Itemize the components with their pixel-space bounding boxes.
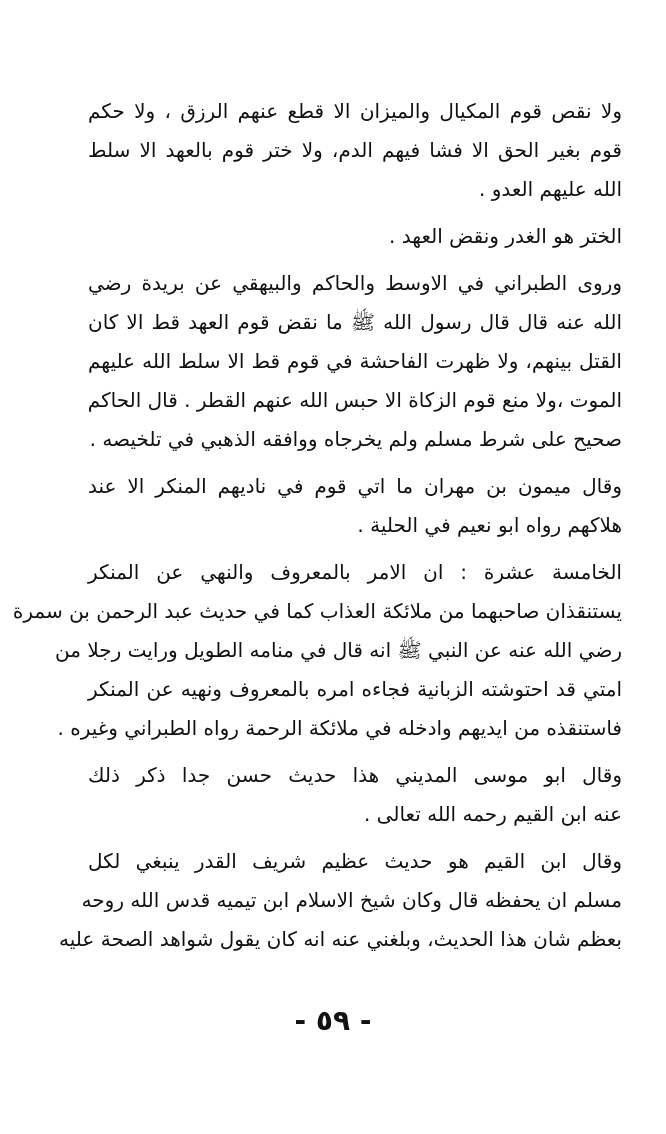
text-line: القتل بينهم، ولا ظهرت الفاحشة في قوم قط الا سلط الله عليهم [88, 349, 622, 373]
paragraph [88, 467, 622, 545]
text-line: يستنقذان صاحبهما من ملائكة العذاب كما في حديث عبد الرحمن بن سمرة [12, 599, 622, 623]
text-line: الموت ،ولا منع قوم الزكاة الا حبس الله عنهم القطر . قال الحاكم [87, 388, 622, 412]
text-line: وقال ابو موسى المديني هذا حديث حسن جدا ذكر ذلك [88, 763, 622, 787]
text-line: وقال ميمون بن مهران ما اتي قوم في ناديهم المنكر الا عند [88, 474, 622, 498]
text-line: قوم بغير الحق الا فشا فيهم الدم، ولا ختر قوم بالعهد الا سلط [88, 138, 622, 162]
paragraph [12, 553, 622, 748]
text-line: صحيح على شرط مسلم ولم يخرجاه ووافقه الذهبي في تلخيصه . [89, 427, 622, 451]
text-line: وروى الطبراني في الاوسط والحاكم والبيهقي عن بريدة رضي [88, 271, 622, 295]
text-line: مسلم ان يحفظه قال وكان شيخ الاسلام ابن تيميه قدس الله روحه [81, 888, 622, 912]
text-line: رضي الله عنه عن النبي ﷺ انه قال في منامه الطويل ورايت رجلا من [55, 638, 622, 662]
page-number: - ٥٩ - [294, 1004, 372, 1037]
text-line: الختر هو الغدر ونقض العهد . [389, 224, 622, 248]
text-line: الله عليهم العدو . [479, 177, 622, 201]
paragraph [88, 264, 622, 459]
text-line: الخامسة عشرة : ان الامر بالمعروف والنهي عن المنكر [88, 560, 622, 584]
text-line: الله عنه قال قال رسول الله ﷺ ما نقض قوم العهد قط الا كان [88, 310, 622, 334]
text-line: فاستنقذه من ايديهم وادخله في ملائكة الرحمة رواه الطبراني وغيره . [57, 716, 622, 740]
text-line: بعظم شان هذا الحديث، وبلغني عنه انه كان يقول شواهد الصحة عليه [59, 927, 622, 951]
text-line: هلاكهم رواه ابو نعيم في الحلية . [357, 513, 622, 537]
text-line: امتي قد احتوشته الزبانية فجاءه امره بالمعروف ونهيه عن المنكر [88, 677, 622, 701]
body-text [12, 92, 622, 959]
text-line: ولا نقص قوم المكيال والميزان الا قطع عنهم الرزق ، ولا حكم [88, 99, 622, 123]
text-line: وقال ابن القيم هو حديث عظيم شريف القدر ينبغي لكل [88, 849, 622, 873]
text-line: عنه ابن القيم رحمه الله تعالى . [363, 802, 622, 826]
paragraph [88, 217, 622, 256]
paragraph [59, 842, 622, 959]
paragraph [88, 756, 622, 834]
paragraph [88, 92, 622, 209]
